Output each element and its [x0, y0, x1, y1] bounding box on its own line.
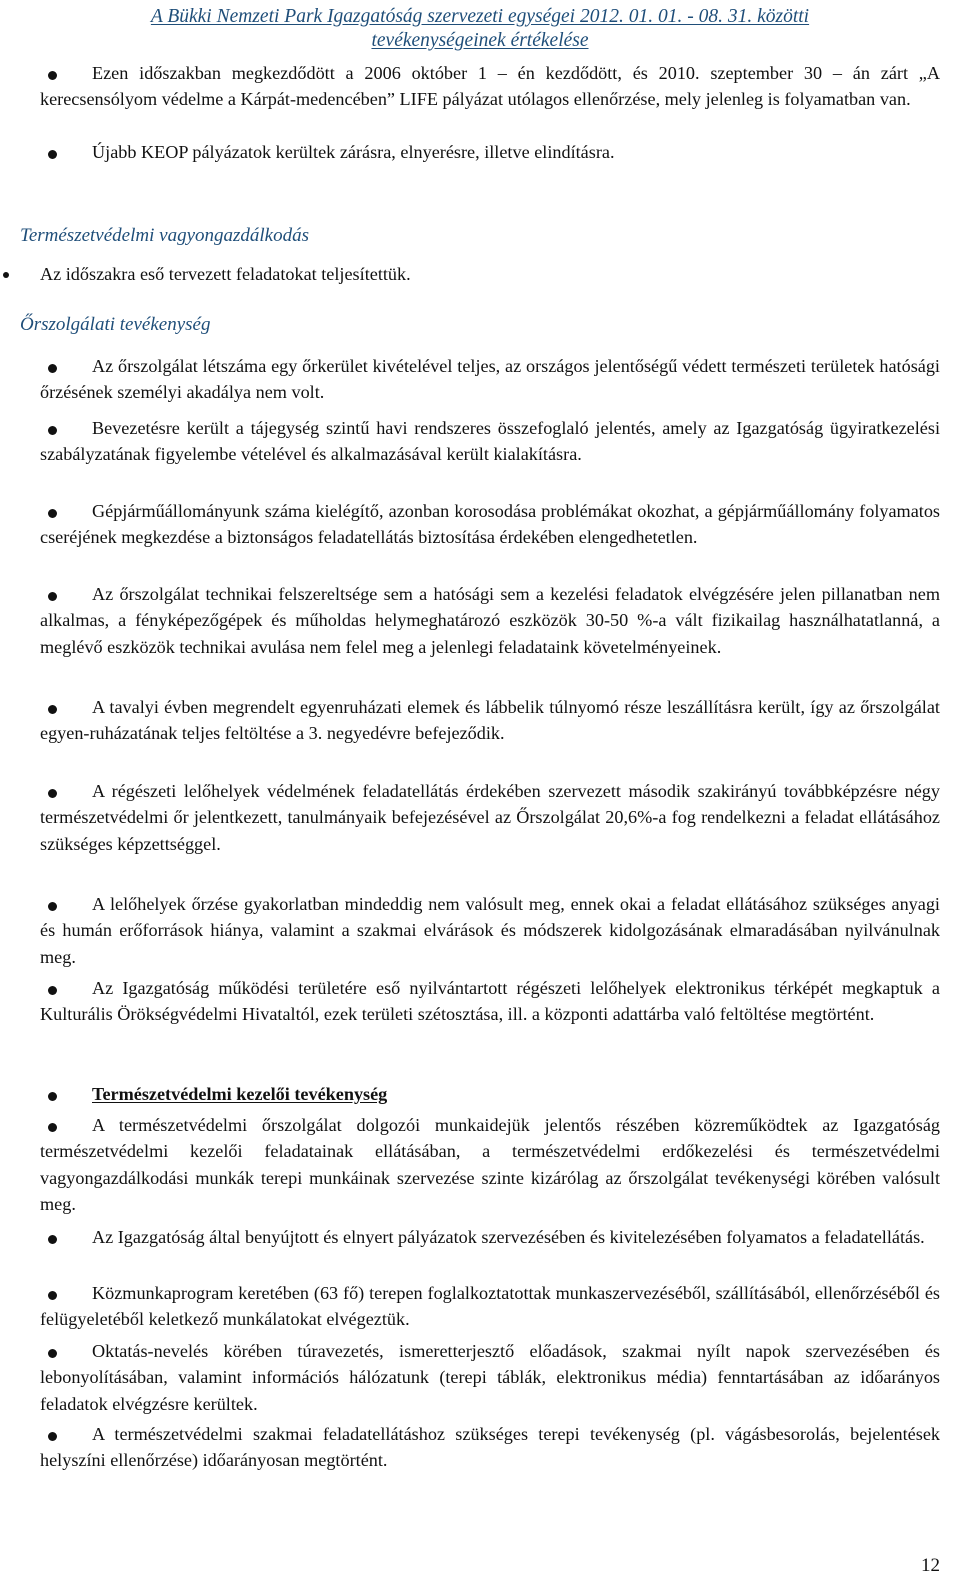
- bullet-icon: [48, 71, 57, 80]
- section-title-asset-management: Természetvédelmi vagyongazdálkodás: [20, 225, 309, 246]
- bullet-icon: [48, 150, 57, 159]
- list-item: [40, 581, 940, 660]
- list-item-text: Az időszakra eső tervezett feladatokat teljesítettük.: [40, 264, 411, 284]
- bullet-icon: [48, 705, 57, 714]
- page-header: [40, 5, 920, 53]
- bullet-icon: [3, 272, 9, 278]
- list-item-text: A tavalyi évben megrendelt egyenruházati elemek és lábbelik túlnyomó része leszállításra került, így az őrszolgálat egyen-ruházatának teljes feltöltése a 3. negyedévre befejeződik.: [40, 697, 940, 744]
- bullet-icon: [48, 1291, 57, 1300]
- header-line-1: A Bükki Nemzeti Park Igazgatóság szervezeti egységei 2012. 01. 01. - 08. 31. közötti: [150, 6, 810, 27]
- list-item: [40, 891, 940, 970]
- bullet-icon: [48, 592, 57, 601]
- section-title-management: Természetvédelmi kezelői tevékenység: [92, 1084, 388, 1104]
- bullet-icon: [48, 986, 57, 995]
- list-item: [40, 1421, 940, 1474]
- bullet-icon: [48, 902, 57, 911]
- bullet-icon: [48, 1123, 57, 1132]
- list-item: [40, 415, 940, 468]
- list-item-text: Gépjárműállományunk száma kielégítő, azonban korosodása problémákat okozhat, a gépjárműállomány folyamatos cseréjének megkezdése a biztonságos feladatellátás biztosítása érdekében elengedhetetlen.: [40, 501, 940, 548]
- list-item-text: Ezen időszakban megkezdődött a 2006 október 1 – én kezdődött, és 2010. szeptember 30 – án zárt „A kerecsensólyom védelme a Kárpát-medencében” LIFE pályázat utólagos ellenőrzése, mely jelenleg is folyamatban van.: [40, 63, 940, 110]
- section-title-ranger-service: Őrszolgálati tevékenység: [20, 314, 211, 335]
- list-item-text: Újabb KEOP pályázatok kerültek zárásra, elnyerésre, illetve elindításra.: [92, 142, 615, 162]
- list-item-text: A természetvédelmi szakmai feladatellátáshoz szükséges terepi tevékenység (pl. vágásbesorolás, bejelentések helyszíni ellenőrzése) időarányosan megtörtént.: [40, 1424, 940, 1471]
- bullet-icon: [48, 789, 57, 798]
- bullet-icon: [48, 1349, 57, 1358]
- list-item-text: Az őrszolgálat technikai felszereltsége sem a hatósági sem a kezelési feladatok elvégzésére jelen pillanatban nem alkalmas, a fényképezőgépek és műholdas helymeghatározó eszközök 30-50 %-a vált fizikailag használhatatlanná, a meglévő eszközök technikai avulása nem felel meg a jelenlegi feladataink követelményeinek.: [40, 584, 940, 657]
- list-item: [40, 498, 940, 551]
- list-item-text: A lelőhelyek őrzése gyakorlatban mindeddig nem valósult meg, ennek okai a feladat ellátásához szükséges anyagi és humán erőforrások hiánya, valamint a szakmai elvárások és módszerek kidolgozásának elmaradásában nyilvánulnak meg.: [40, 894, 940, 967]
- list-item: [40, 1338, 940, 1417]
- list-item: [40, 353, 940, 406]
- bullet-icon: [48, 364, 57, 373]
- list-item-text: Az Igazgatóság által benyújtott és elnyert pályázatok szervezésében és kivitelezésében folyamatos a feladatellátás.: [92, 1227, 925, 1247]
- list-item: [40, 60, 940, 113]
- list-item: [40, 1224, 940, 1250]
- list-item: [40, 975, 940, 1028]
- bullet-icon: [48, 426, 57, 435]
- list-item-text: Az őrszolgálat létszáma egy őrkerület kivételével teljes, az országos jelentőségű védett természeti területek hatósági őrzésének személyi akadálya nem volt.: [40, 356, 940, 403]
- list-item-text: A természetvédelmi őrszolgálat dolgozói munkaidejük jelentős részében közreműködtek az Igazgatóság természetvédelmi kezelői feladatainak ellátásában, a természetvédelmi erdőkezelési és természetvédelmi vagyongazdálkodási munkák terepi munkáinak szervezése szinte kizárólag az őrszolgálat tevékenységi körében valósult meg.: [40, 1115, 940, 1215]
- header-line-2: tevékenységeinek értékelése: [371, 30, 589, 51]
- list-item: [40, 694, 940, 747]
- list-item: [40, 261, 940, 287]
- list-item-text: Oktatás-nevelés körében túravezetés, ismeretterjesztő előadások, szakmai nyílt napok szervezésében és lebonyolításában, valamint információs hálózatunk (terepi táblák, elektronikus média) fenntartásában az időarányos feladatok elvégzésre kerültek.: [40, 1341, 940, 1414]
- list-item-text: Bevezetésre került a tájegység szintű havi rendszeres összefoglaló jelentés, amely az Igazgatóság ügyiratkezelési szabályzatának figyelembe vételével és alkalmazásával került kialakításra.: [40, 418, 940, 465]
- list-item: [40, 1112, 940, 1218]
- bullet-icon: [48, 1235, 57, 1244]
- list-item: [40, 1280, 940, 1333]
- list-item: [40, 778, 940, 857]
- bullet-icon: [48, 1092, 57, 1101]
- bullet-icon: [48, 1432, 57, 1441]
- bullet-icon: [48, 509, 57, 518]
- list-item: [40, 139, 940, 165]
- list-item-text: Az Igazgatóság működési területére eső nyilvántartott régészeti lelőhelyek elektronikus térképét megkaptuk a Kulturális Örökségvédelmi Hivataltól, ezek területi szétosztása, ill. a központi adattárba való feltöltése megtörtént.: [40, 978, 940, 1025]
- list-item-text: Közmunkaprogram keretében (63 fő) terepen foglalkoztatottak munkaszervezéséből, szállításából, ellenőrzéséből és felügyeletéből keletkező munkálatokat elvégeztük.: [40, 1283, 940, 1330]
- list-item: [40, 1081, 940, 1107]
- list-item-text: A régészeti lelőhelyek védelmének feladatellátás érdekében szervezett második szakirányú továbbképzésre négy természetvédelmi őr jelentkezett, tanulmányaik befejezésével az Őrszolgálat 20,6%-a fog rendelkezni a feladat ellátásához szükséges képzettséggel.: [40, 781, 940, 854]
- page-number: 12: [921, 1555, 940, 1576]
